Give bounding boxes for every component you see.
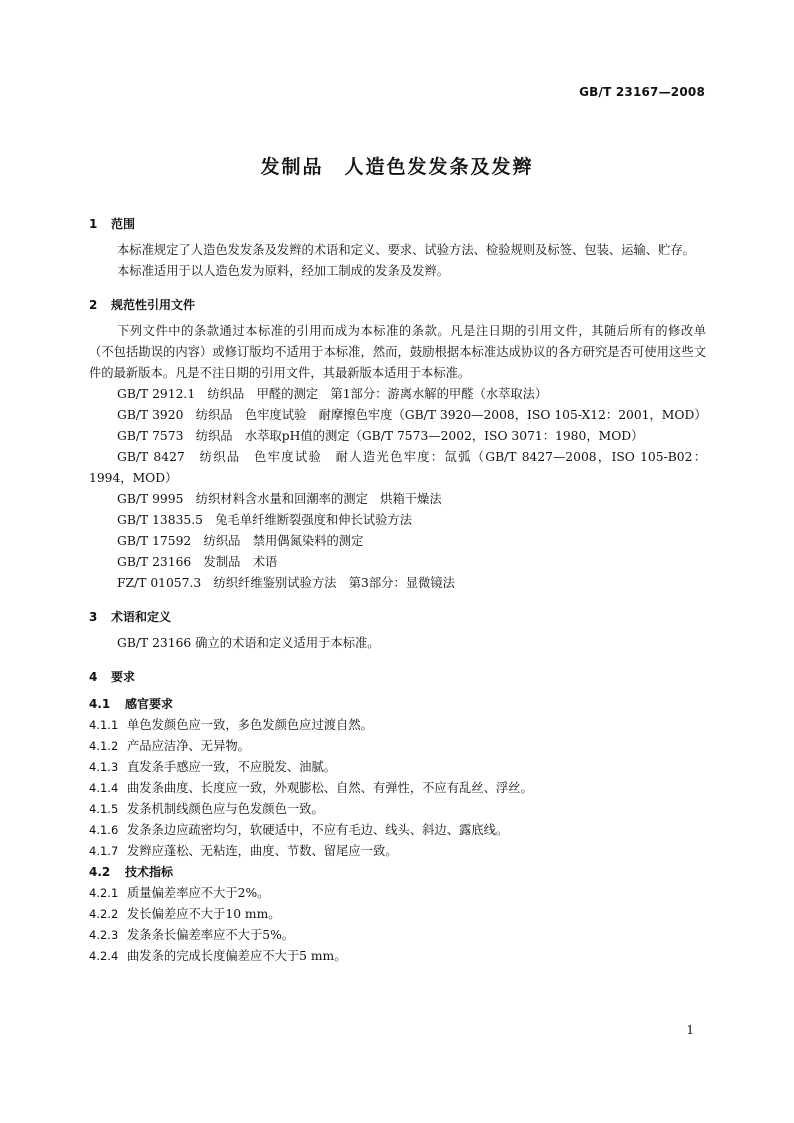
reference-item: GB/T 13835.5 兔毛单纤维断裂强度和伸长试验方法 — [117, 513, 413, 527]
clause-number: 4.1.4 — [89, 781, 119, 795]
clause-item — [89, 883, 706, 904]
clause-item — [89, 799, 706, 820]
section-number: 1 — [89, 217, 98, 231]
subsection-number: 4.2 — [89, 865, 111, 879]
section-title: 范围 — [111, 217, 136, 231]
clause-text: 产品应洁净、无异物。 — [127, 739, 250, 753]
reference-item: GB/T 3920 纺织品 色牢度试验 耐摩擦色牢度（GB/T 3920—2008，ISO 105-X12：2001，MOD） — [117, 408, 707, 422]
clause-number: 4.1.3 — [89, 760, 119, 774]
clause-number: 4.1.5 — [89, 802, 119, 816]
clause-number: 4.2.3 — [89, 928, 119, 942]
references-intro: 下列文件中的条款通过本标准的引用而成为本标准的条款。凡是注日期的引用文件，其随后所有的修改单（不包括勘误的内容）或修订版均不适用于本标准，然而，鼓励根据本标准达成协议的各方研究是否可使用这些文件的最新版本。凡是不注日期的引用文件，其最新版本适用于本标准。 — [89, 324, 706, 380]
document-title: 发制品 人造色发发条及发辫 — [260, 156, 534, 178]
clause-number: 4.2.1 — [89, 886, 119, 900]
clause-item — [89, 715, 706, 736]
clause-item — [89, 841, 706, 862]
subsection-title: 感官要求 — [125, 697, 174, 711]
reference-item: FZ/T 01057.3 纺织纤维鉴别试验方法 第3部分：显微镜法 — [117, 576, 455, 590]
reference-item: GB/T 23166 发制品 术语 — [117, 555, 278, 569]
subsection-title: 技术指标 — [125, 865, 174, 879]
clause-text: 发条条长偏差率应不大于5%。 — [127, 928, 295, 942]
section-number: 3 — [89, 610, 98, 624]
clause-number: 4.1.1 — [89, 718, 119, 732]
clause-item — [89, 925, 706, 946]
clause-text: 曲发条曲度、长度应一致，外观膨松、自然、有弹性，不应有乱丝、浮丝。 — [127, 781, 533, 795]
clause-number: 4.1.2 — [89, 739, 119, 753]
standard-code: GB/T 23167—2008 — [579, 85, 705, 99]
section-number: 2 — [89, 298, 98, 312]
clause-text: 单色发颜色应一致，多色发颜色应过渡自然。 — [127, 718, 373, 732]
clause-text: 直发条手感应一致，不应脱发、油腻。 — [127, 760, 337, 774]
clause-item — [89, 946, 706, 967]
clause-item — [89, 820, 706, 841]
clause-item — [89, 778, 706, 799]
clause-text: 发辫应蓬松、无粘连，曲度、节数、留尾应一致。 — [127, 844, 398, 858]
subsection-heading-sensory — [89, 694, 706, 715]
section-title: 要求 — [111, 670, 136, 684]
reference-item: GB/T 9995 纺织材料含水量和回潮率的测定 烘箱干燥法 — [117, 492, 442, 506]
clause-item — [89, 904, 706, 925]
document-body — [89, 214, 706, 967]
terms-paragraph: GB/T 23166 确立的术语和定义适用于本标准。 — [117, 636, 380, 650]
clause-number: 4.2.4 — [89, 949, 119, 963]
clause-item — [89, 736, 706, 757]
section-heading-requirements — [89, 667, 706, 688]
subsection-number: 4.1 — [89, 697, 111, 711]
clause-text: 质量偏差率应不大于2%。 — [127, 886, 270, 900]
clause-number: 4.1.7 — [89, 844, 119, 858]
reference-item: GB/T 17592 纺织品 禁用偶氮染料的测定 — [117, 534, 364, 548]
page-number: 1 — [686, 1023, 694, 1037]
section-heading-normative-references — [89, 295, 706, 316]
clause-number: 4.2.2 — [89, 907, 119, 921]
clause-number: 4.1.6 — [89, 823, 119, 837]
scope-paragraph: 本标准规定了人造色发发条及发辫的术语和定义、要求、试验方法、检验规则及标签、包装、运输、贮存。 — [117, 243, 695, 257]
section-number: 4 — [89, 670, 98, 684]
subsection-heading-technical — [89, 862, 706, 883]
clause-text: 发长偏差应不大于10 mm。 — [127, 907, 281, 921]
reference-item: GB/T 2912.1 纺织品 甲醛的测定 第1部分：游离水解的甲醛（水萃取法） — [117, 387, 548, 401]
clause-text: 发条机制线颜色应与色发颜色一致。 — [127, 802, 324, 816]
section-heading-scope — [89, 214, 706, 235]
scope-paragraph: 本标准适用于以人造色发为原料，经加工制成的发条及发辫。 — [117, 264, 450, 278]
section-heading-terms — [89, 607, 706, 628]
clause-item — [89, 757, 706, 778]
section-title: 术语和定义 — [111, 610, 172, 624]
reference-item: GB/T 8427 纺织品 色牢度试验 耐人造光色牢度：氙弧（GB/T 8427—2008，ISO 105-B02：1994，MOD） — [89, 450, 706, 485]
clause-text: 发条条边应疏密均匀，软硬适中，不应有毛边、线头、斜边、露底线。 — [127, 823, 509, 837]
section-title: 规范性引用文件 — [111, 298, 196, 312]
reference-item: GB/T 7573 纺织品 水萃取pH值的测定（GB/T 7573—2002，ISO 3071：1980，MOD） — [117, 429, 644, 443]
clause-text: 曲发条的完成长度偏差应不大于5 mm。 — [127, 949, 347, 963]
